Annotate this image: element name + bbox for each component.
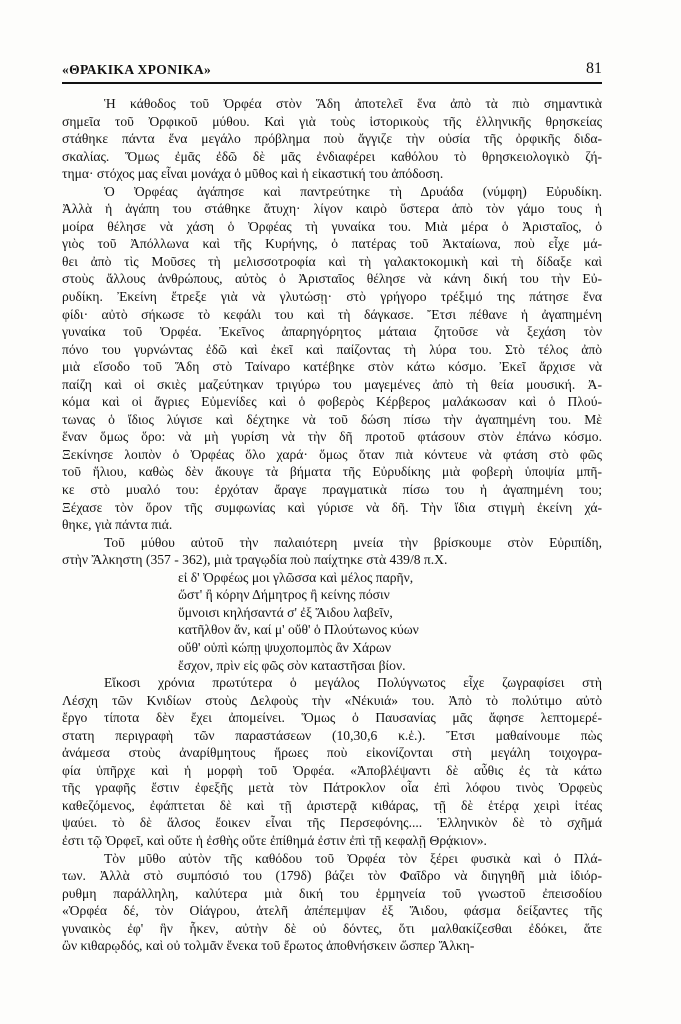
verse-line: ἔσχον, πρὶν εἰς φῶς σὸν καταστῆσαι βίον. xyxy=(178,657,406,673)
text-line: Ξεκίνησε λοιπὸν ὁ Ὀρφέας ὅλο χαρά· ὅμως ὅταν πιὰ κόντευε νὰ φτάση στὸ φῶς xyxy=(62,446,602,462)
text-line: κε στὸ μυαλό του: ἐρχόταν ἄραγε πραγματικὰ πίσω του ἡ ἀγαπημένη του; xyxy=(62,482,602,498)
text-line: Ἡ κάθοδος τοῦ Ὀρφέα στὸν Ἅδη ἀποτελεῖ ἕνα ἀπὸ τὰ πιὸ σημαντικὰ xyxy=(104,96,602,111)
text-line: κόμα καὶ οἱ ἄγριες Εὐμενίδες καὶ ὁ φοβερὸς Κέρβερος μαλάκωσαν καὶ ὁ Πλού- xyxy=(62,394,602,410)
running-title: «ΘΡΑΚΙΚΑ ΧΡΟΝΙΚΑ» xyxy=(62,62,212,77)
verse-line: ὕμνοισι κηλήσαντά σ' ἐξ Ἅιδου λαβεῖν, xyxy=(178,604,393,620)
text-line: θει ἀπὸ τὶς Μοῦσες τὴ μελισσοτροφία καὶ τὴ γαλακτοκομικὴ καὶ τὴ δίδαξε καὶ xyxy=(62,253,602,269)
text-line: στατη περιγραφὴ τῶν παραστάσεων (10,30,6 κ.ἑ.). Ἔτσι μαθαίνουμε πὼς xyxy=(62,727,602,743)
text-line: ἐστι τῷ Ὀρφεῖ, καὶ οὔτε ἡ ἐσθὴς οὔτε ἐπίθημά ἐστιν ἐπὶ τῇ κεφαλῇ Θρᾴκιον». xyxy=(62,832,487,848)
text-line: μιὰ εἴσοδο τοῦ Ἅδη στὸ Ταίναρο κατέβηκε στὸν κάτω κόσμο. Ἐκεῖ ἄρχισε νὰ xyxy=(62,359,602,375)
text-line: σημεῖα τοῦ Ὀρφικοῦ μύθου. Καὶ γιὰ τοὺς ἱστορικοὺς τῆς ἑλληνικῆς θρησκείας xyxy=(62,113,602,129)
paragraph xyxy=(62,95,602,183)
text-line: Εἴκοσι χρόνια πρωτύτερα ὁ μεγάλος Πολύγνωτος εἶχε ζωγραφίσει στὴ xyxy=(104,675,602,691)
paragraph xyxy=(62,674,602,849)
text-line: Τοῦ μύθου αὐτοῦ τὴν παλαιότερη μνεία τὴν βρίσκουμε στὸν Εὐριπίδη, xyxy=(104,534,602,550)
verse-line: ὥστ' ἢ κόρην Δήμητρος ἢ κείνης πόσιν xyxy=(178,587,390,603)
text-line: Τὸν μῦθο αὐτὸν τῆς καθόδου τοῦ Ὀρφέα τὸν ξέρει φυσικὰ καὶ ὁ Πλά- xyxy=(104,850,602,866)
text-line: Λέσχη τῶν Κνιδίων στοὺς Δελφοὺς τὴν «Νέκυιά» του. Ἀπὸ τὸ πολύτιμο αὐτὸ xyxy=(62,692,602,708)
text-line: «Ὀρφέα δέ, τὸν Οἰάγρου, ἀτελῆ ἀπέπεμψαν ἐξ Ἅιδου, φάσμα δείξαντες τῆς xyxy=(62,903,602,919)
text-line: τημα· στόχος μας εἶναι μονάχα ὁ μῦθος καὶ ἡ εἰκαστική του ἀπόδοση. xyxy=(62,166,444,182)
text-line: ρυδίκη. Ἐκείνη ἔτρεξε γιὰ νὰ γλυτώσῃ· στὸ γρήγορο τρέξιμό της πάτησε ἕνα xyxy=(62,289,602,305)
text-line: τῆς γραφῆς ἔστιν ἐφεξῆς μετὰ τὸν Πάτροκλον οἷα ἐπὶ λόφου τινὸς Ὀρφεὺς xyxy=(62,780,602,796)
text-line: θηκε, γιὰ πάντα πιά. xyxy=(62,517,173,533)
text-line: ψαύει. τὸ δὲ ἄλσος ἔοικεν εἶναι τῆς Περσεφόνης.... Ἑλληνικὸν δὲ τὸ σχῆμά xyxy=(62,815,602,831)
text-line: καθεζόμενος, ἐφάπτεται δὲ καὶ τῇ ἀριστερᾷ κιθάρας, τῇ δὲ ἑτέρᾳ χειρὶ ἰτέας xyxy=(62,797,602,813)
paragraph xyxy=(62,183,602,534)
text-line: τωνας ὁ ἴδιος λύγισε καὶ δέχτηκε νὰ τοῦ δώση πίσω τὴν ἀγαπημένη του. Μὲ xyxy=(62,411,602,427)
text-line: πόνο του γυρνώντας ἐδῶ καὶ ἐκεῖ καὶ παίζοντας τὴ λύρα του. Στὸ τέλος ἀπὸ xyxy=(62,341,602,357)
text-line: γυναίκα τοῦ Ὀρφέα. Ἐκεῖνος ἀπαρηγόρητος μάταια ζητοῦσε νὰ ξεχάση τὸν xyxy=(62,324,602,340)
running-header xyxy=(62,62,602,84)
paragraph xyxy=(62,850,602,955)
text-line: ὢν κιθαρῳδός, καὶ οὐ τολμᾶν ἕνεκα τοῦ ἔρωτος ἀποθνήσκειν ὥσπερ Ἄλκη- xyxy=(62,938,475,954)
text-line: ἀνάμεσα στοὺς ἀναρίθμητους ἥρωες ποὺ εἰκονίζονται στὴ μεγάλη τοιχογρα- xyxy=(62,745,602,761)
verse-line: οὔθ' οὑπὶ κώπῃ ψυχοπομπὸς ἂν Χάρων xyxy=(178,639,392,655)
text-line: τοῦ ἥλιου, καθὼς δὲν ἄκουγε τὰ βήματα τῆς Εὐρυδίκης μιὰ φοβερὴ ὑποψία μπῆ- xyxy=(62,464,602,480)
text-line: ρυθμη παράλληλη, καλύτερα μιὰ δική του ἑρμηνεία τοῦ γνωστοῦ ἐπεισοδίου xyxy=(62,885,602,901)
text-line: μοίρα θέλησε νὰ χάση ὁ Ὀρφέας τὴ γυναίκα του. Μιὰ μέρα ὁ Ἀρισταῖος, ὁ xyxy=(62,218,602,234)
text-line: στοὺς ἄλλους ἀνθρώπους, αὐτὸς ὁ Ἀρισταῖος θέλησε νὰ κάνη δική του τὴν Εὐ- xyxy=(62,271,602,287)
page-number: 81 xyxy=(586,60,602,77)
verse-line: κατῆλθον ἄν, καί μ' οὔθ' ὁ Πλούτωνος κύων xyxy=(178,622,419,638)
text-line: των. Ἀλλὰ στὸ συμπόσιό του (179δ) βάζει τὸν Φαῖδρο νὰ διηγηθῆ μιὰ ἰδιόρ- xyxy=(62,868,602,884)
text-line: γυναικὸς ἐφ' ἣν ἧκεν, αὐτὴν δὲ οὐ δόντες, ὅτι μαλθακίζεσθαι ἐδόκει, ἅτε xyxy=(62,920,602,936)
text-line: ἔργο τίποτα δὲν ἔχει ἀπομείνει. Ὅμως ὁ Παυσανίας μᾶς ἄφησε λεπτομερέ- xyxy=(62,710,602,726)
text-line: Ξέχασε τὸν ὅρον τῆς συμφωνίας καὶ γύρισε νὰ δῆ. Τὴν ἴδια στιγμὴ ἐκείνη χά- xyxy=(62,499,602,515)
text-line: στάθηκε πάντα ἕνα μεγάλο πρόβλημα ποὺ ἄγγιζε τὴν οὐσία τῆς ὀρφικῆς διδα- xyxy=(62,131,602,147)
text-line: φίδι· αὐτὸ σήκωσε τὸ κεφάλι του καὶ τὴ δάγκασε. Ἔτσι πέθανε ἡ ἀγαπημένη xyxy=(62,306,602,322)
verse-quotation xyxy=(62,569,602,674)
text-line: παίζη καὶ οἱ σκιὲς μαζεύτηκαν τριγύρω του μαγεμένες ἀπὸ τὴ θεία μουσική. Ἀ- xyxy=(62,376,602,392)
text-line: στὴν Ἄλκηστη (357 - 362), μιὰ τραγῳδία ποὺ παίχτηκε στὰ 439/8 π.Χ. xyxy=(62,552,448,568)
text-line: σκαλίας. Ὅμως ἐμᾶς ἐδῶ δὲ μᾶς ἐνδιαφέρει καθόλου τὸ θρησκειολογικὸ ζή- xyxy=(62,148,602,164)
paragraph xyxy=(62,534,602,569)
text-line: γιὸς τοῦ Ἀπόλλωνα καὶ τῆς Κυρήνης, ὁ πατέρας τοῦ Ἀκταίωνα, ποὺ εἶχε μά- xyxy=(62,236,602,252)
body-text xyxy=(62,95,602,955)
text-line: Ἀλλὰ ἡ ἀγάπη του στάθηκε ἄτυχη· λίγον καιρὸ ὕστερα ἀπὸ τὸν γάμο τους ἡ xyxy=(62,201,602,217)
verse-line: εἰ δ' Ὀρφέως μοι γλῶσσα καὶ μέλος παρῆν, xyxy=(178,569,414,585)
text-line: Ὁ Ὀρφέας ἀγάπησε καὶ παντρεύτηκε τὴ Δρυάδα (νύμφη) Εὐρυδίκη. xyxy=(104,183,602,199)
text-line: φία ὑπῆρχε καὶ ἡ μορφὴ τοῦ Ὀρφέα. «Ἀποβλέψαντι δὲ αὖθις ἐς τὰ κάτω xyxy=(62,762,602,778)
text-line: ἕναν ὅμως ὅρο: νὰ μὴ γυρίση νὰ τὴν δῆ προτοῦ φτάσουν στὸν ἐπάνω κόσμο. xyxy=(62,429,602,445)
